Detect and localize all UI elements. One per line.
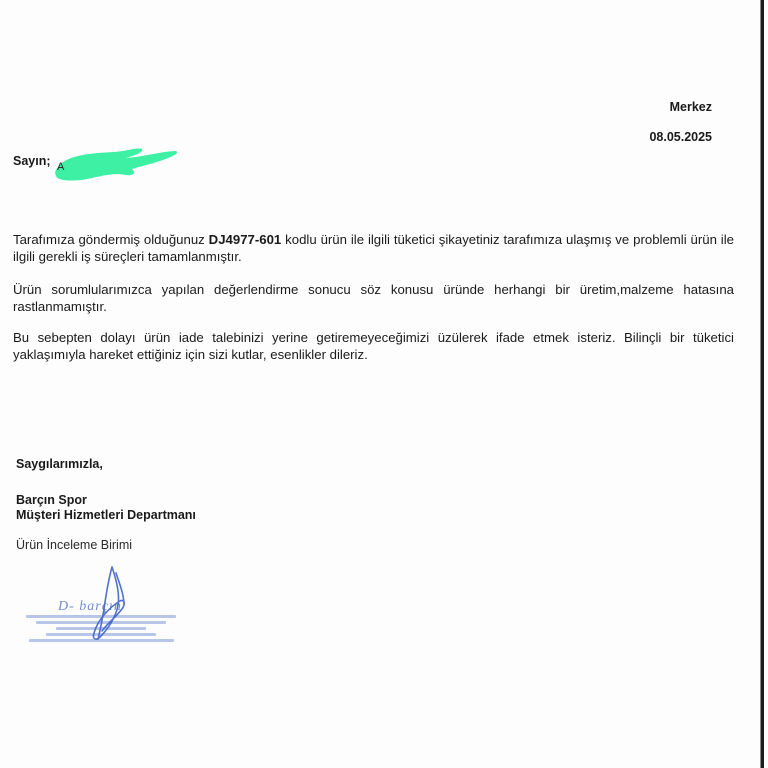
paragraph-1-text-after: kodlu ürün ile ilgili tüketici şikayetiniz tarafımıza ulaşmış ve problemli ürün ile ilgili gerekli iş süreçleri tamamlanmıştır.	[13, 232, 735, 264]
scan-edge-border	[760, 0, 764, 768]
signature-icon	[20, 565, 180, 645]
letter-location: Merkez	[669, 100, 712, 114]
closing: Saygılarımızla,	[16, 457, 103, 471]
letter-date: 08.05.2025	[649, 130, 712, 144]
paragraph-1-text-before: Tarafımıza göndermiş olduğunuz	[13, 232, 209, 247]
unit-name: Ürün İnceleme Birimi	[16, 538, 133, 552]
paragraph-return-rejected: Bu sebepten dolayı ürün iade talebinizi yerine getiremeyeceğimizi üzülerek ifade etmek isteriz. Bilinçli bir tüketici yaklaşımıyla hareket ettiğiniz için sizi kutlar, esenlikler dileriz.	[13, 330, 734, 362]
paragraph-evaluation-result: Ürün sorumlularımızca yapılan değerlendirme sonucu söz konusu üründe herhangi bir üretim,malzeme hatasına rastlanmamıştır.	[13, 282, 734, 314]
recipient-redaction-mark	[52, 143, 182, 183]
company-stamp	[20, 565, 180, 645]
department-name: Müşteri Hizmetleri Departmanı	[16, 508, 196, 522]
paragraph-complaint-received	[13, 231, 734, 265]
company-name: Barçın Spor	[16, 493, 87, 507]
salutation: Sayın;	[13, 154, 51, 168]
product-code: DJ4977-601	[208, 232, 282, 247]
sender-block	[16, 493, 196, 523]
svg-text:A: A	[57, 161, 65, 173]
stamp-logo: D- barçın	[58, 599, 122, 614]
